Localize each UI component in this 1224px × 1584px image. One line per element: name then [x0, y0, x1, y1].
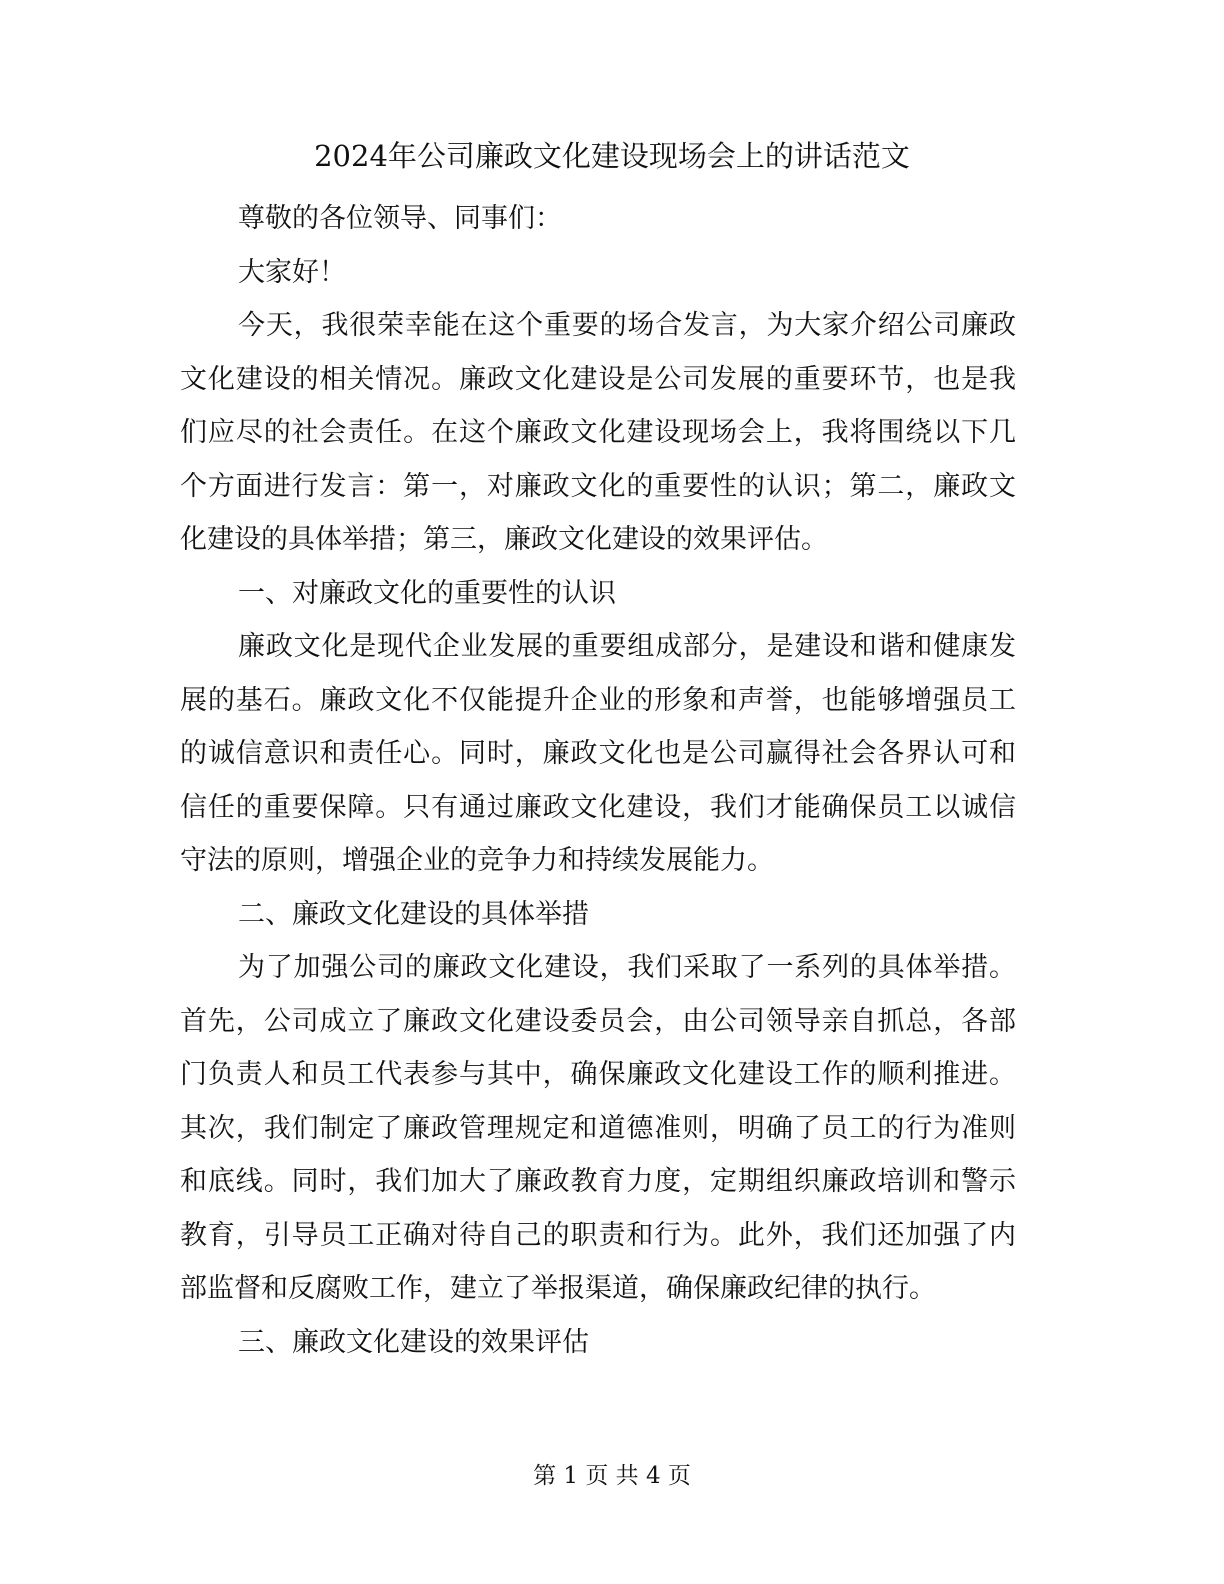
section-1-paragraph: 廉政文化是现代企业发展的重要组成部分，是建设和谐和健康发展的基石。廉政文化不仅能提升企业的形象和声誉，也能够增强员工的诚信意识和责任心。同时，廉政文化也是公司赢得社会各界认可和信任的重要保障。只有通过廉政文化建设，我们才能确保员工以诚信守法的原则，增强企业的竞争力和持续发展能力。 [180, 631, 1016, 876]
section-2-paragraph: 为了加强公司的廉政文化建设，我们采取了一系列的具体举措。首先，公司成立了廉政文化建设委员会，由公司领导亲自抓总，各部门负责人和员工代表参与其中，确保廉政文化建设工作的顺利推进。其次，我们制定了廉政管理规定和道德准则，明确了员工的行为准则和底线。同时，我们加大了廉政教育力度，定期组织廉政培训和警示教育，引导员工正确对待自己的职责和行为。此外，我们还加强了内部监督和反腐败工作，建立了举报渠道，确保廉政纪律的执行。 [180, 952, 1016, 1304]
salutation: 尊敬的各位领导、同事们： [238, 203, 562, 234]
document-title: 2024年公司廉政文化建设现场会上的讲话范文 [314, 139, 910, 173]
section-2-heading: 二、廉政文化建设的具体举措 [238, 898, 589, 930]
greeting: 大家好！ [238, 256, 346, 288]
section-1-heading: 一、对廉政文化的重要性的认识 [238, 577, 616, 609]
intro-paragraph: 今天，我很荣幸能在这个重要的场合发言，为大家介绍公司廉政文化建设的相关情况。廉政文化建设是公司发展的重要环节，也是我们应尽的社会责任。在这个廉政文化建设现场会上，我将围绕以下几个方面进行发言：第一，对廉政文化的重要性的认识；第二，廉政文化建设的具体举措；第三，廉政文化建设的效果评估。 [180, 310, 1016, 555]
page-footer [0, 1458, 1224, 1494]
section-3-heading: 三、廉政文化建设的效果评估 [238, 1326, 589, 1358]
page-number: 第 1 页 共 4 页 [533, 1463, 691, 1489]
document-body [180, 192, 1016, 1369]
